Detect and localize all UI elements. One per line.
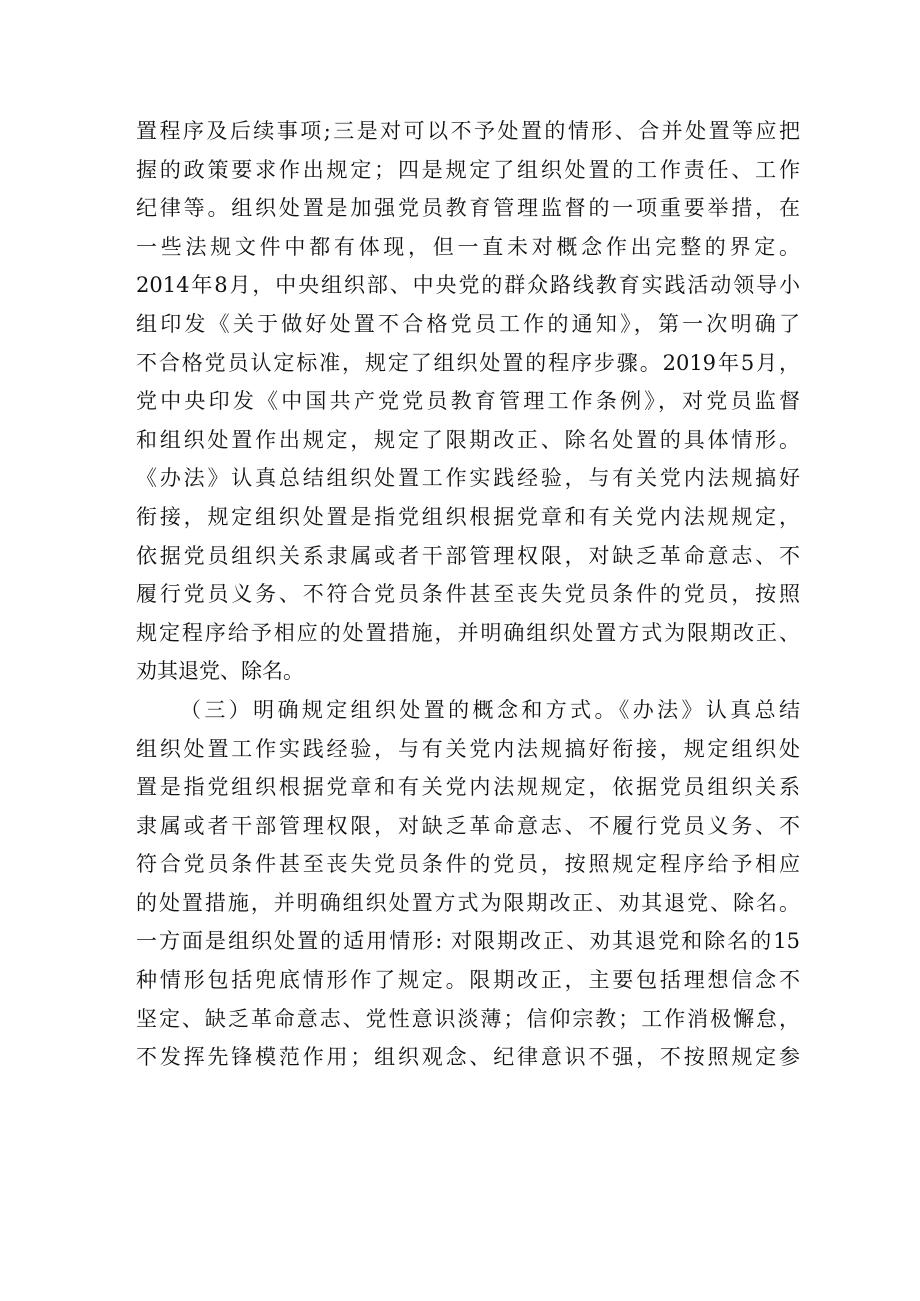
text-line: 不发挥先锋模范作用；组织观念、纪律意识不强，不按照规定参: [136, 1045, 800, 1070]
text-line: 种情形包括兜底情形作了规定。限期改正，主要包括理想信念不: [136, 968, 800, 993]
text-line: 隶属或者干部管理权限，对缺乏革命意志、不履行党员义务、不: [136, 813, 800, 838]
text-line: 《办法》认真总结组织处置工作实践经验，与有关党内法规搞好: [136, 466, 800, 491]
text-line: 坚定、缺乏革命意志、党性意识淡薄；信仰宗教；工作消极懈怠，: [136, 1006, 800, 1031]
text-line: 和组织处置作出规定，规定了限期改正、除名处置的具体情形。: [136, 427, 800, 452]
text-line: 一些法规文件中都有体现，但一直未对概念作出完整的界定。: [136, 234, 800, 259]
text-line: 符合党员条件甚至丧失党员条件的党员，按照规定程序给予相应: [136, 852, 800, 877]
text-line: 2014年8月，中央组织部、中央党的群众路线教育实践活动领导小: [136, 273, 800, 298]
text-line: 劝其退党、除名。: [136, 659, 304, 684]
text-line: 组织处置工作实践经验，与有关党内法规搞好衔接，规定组织处: [136, 736, 800, 761]
text-line: 党中央印发《中国共产党党员教育管理工作条例》，对党员监督: [136, 389, 800, 414]
text-line: 的处置措施，并明确组织处置方式为限期改正、劝其退党、除名。: [136, 890, 800, 915]
text-line: 履行党员义务、不符合党员条件甚至丧失党员条件的党员，按照: [136, 582, 800, 607]
text-line: 规定程序给予相应的处置措施，并明确组织处置方式为限期改正、: [136, 620, 800, 645]
text-line: 一方面是组织处置的适用情形: 对限期改正、劝其退党和除名的15: [136, 929, 800, 954]
section-heading-line: （三）明确规定组织处置的概念和方式。《办法》认真总结: [180, 697, 800, 722]
text-line: 置是指党组织根据党章和有关党内法规规定，依据党员组织关系: [136, 775, 800, 800]
text-line: 依据党员组织关系隶属或者干部管理权限，对缺乏革命意志、不: [136, 543, 800, 568]
body-text: [136, 112, 800, 1077]
text-line: 握的政策要求作出规定；四是规定了组织处置的工作责任、工作: [136, 157, 800, 182]
text-line: 纪律等。组织处置是加强党员教育管理监督的一项重要举措，在: [136, 196, 800, 221]
text-line: 不合格党员认定标准，规定了组织处置的程序步骤。2019年5月，: [136, 350, 800, 375]
text-line: 组印发《关于做好处置不合格党员工作的通知》，第一次明确了: [136, 311, 800, 336]
text-line: 衔接，规定组织处置是指党组织根据党章和有关党内法规规定，: [136, 504, 800, 529]
text-line: 置程序及后续事项;三是对可以不予处置的情形、合并处置等应把: [136, 119, 800, 143]
